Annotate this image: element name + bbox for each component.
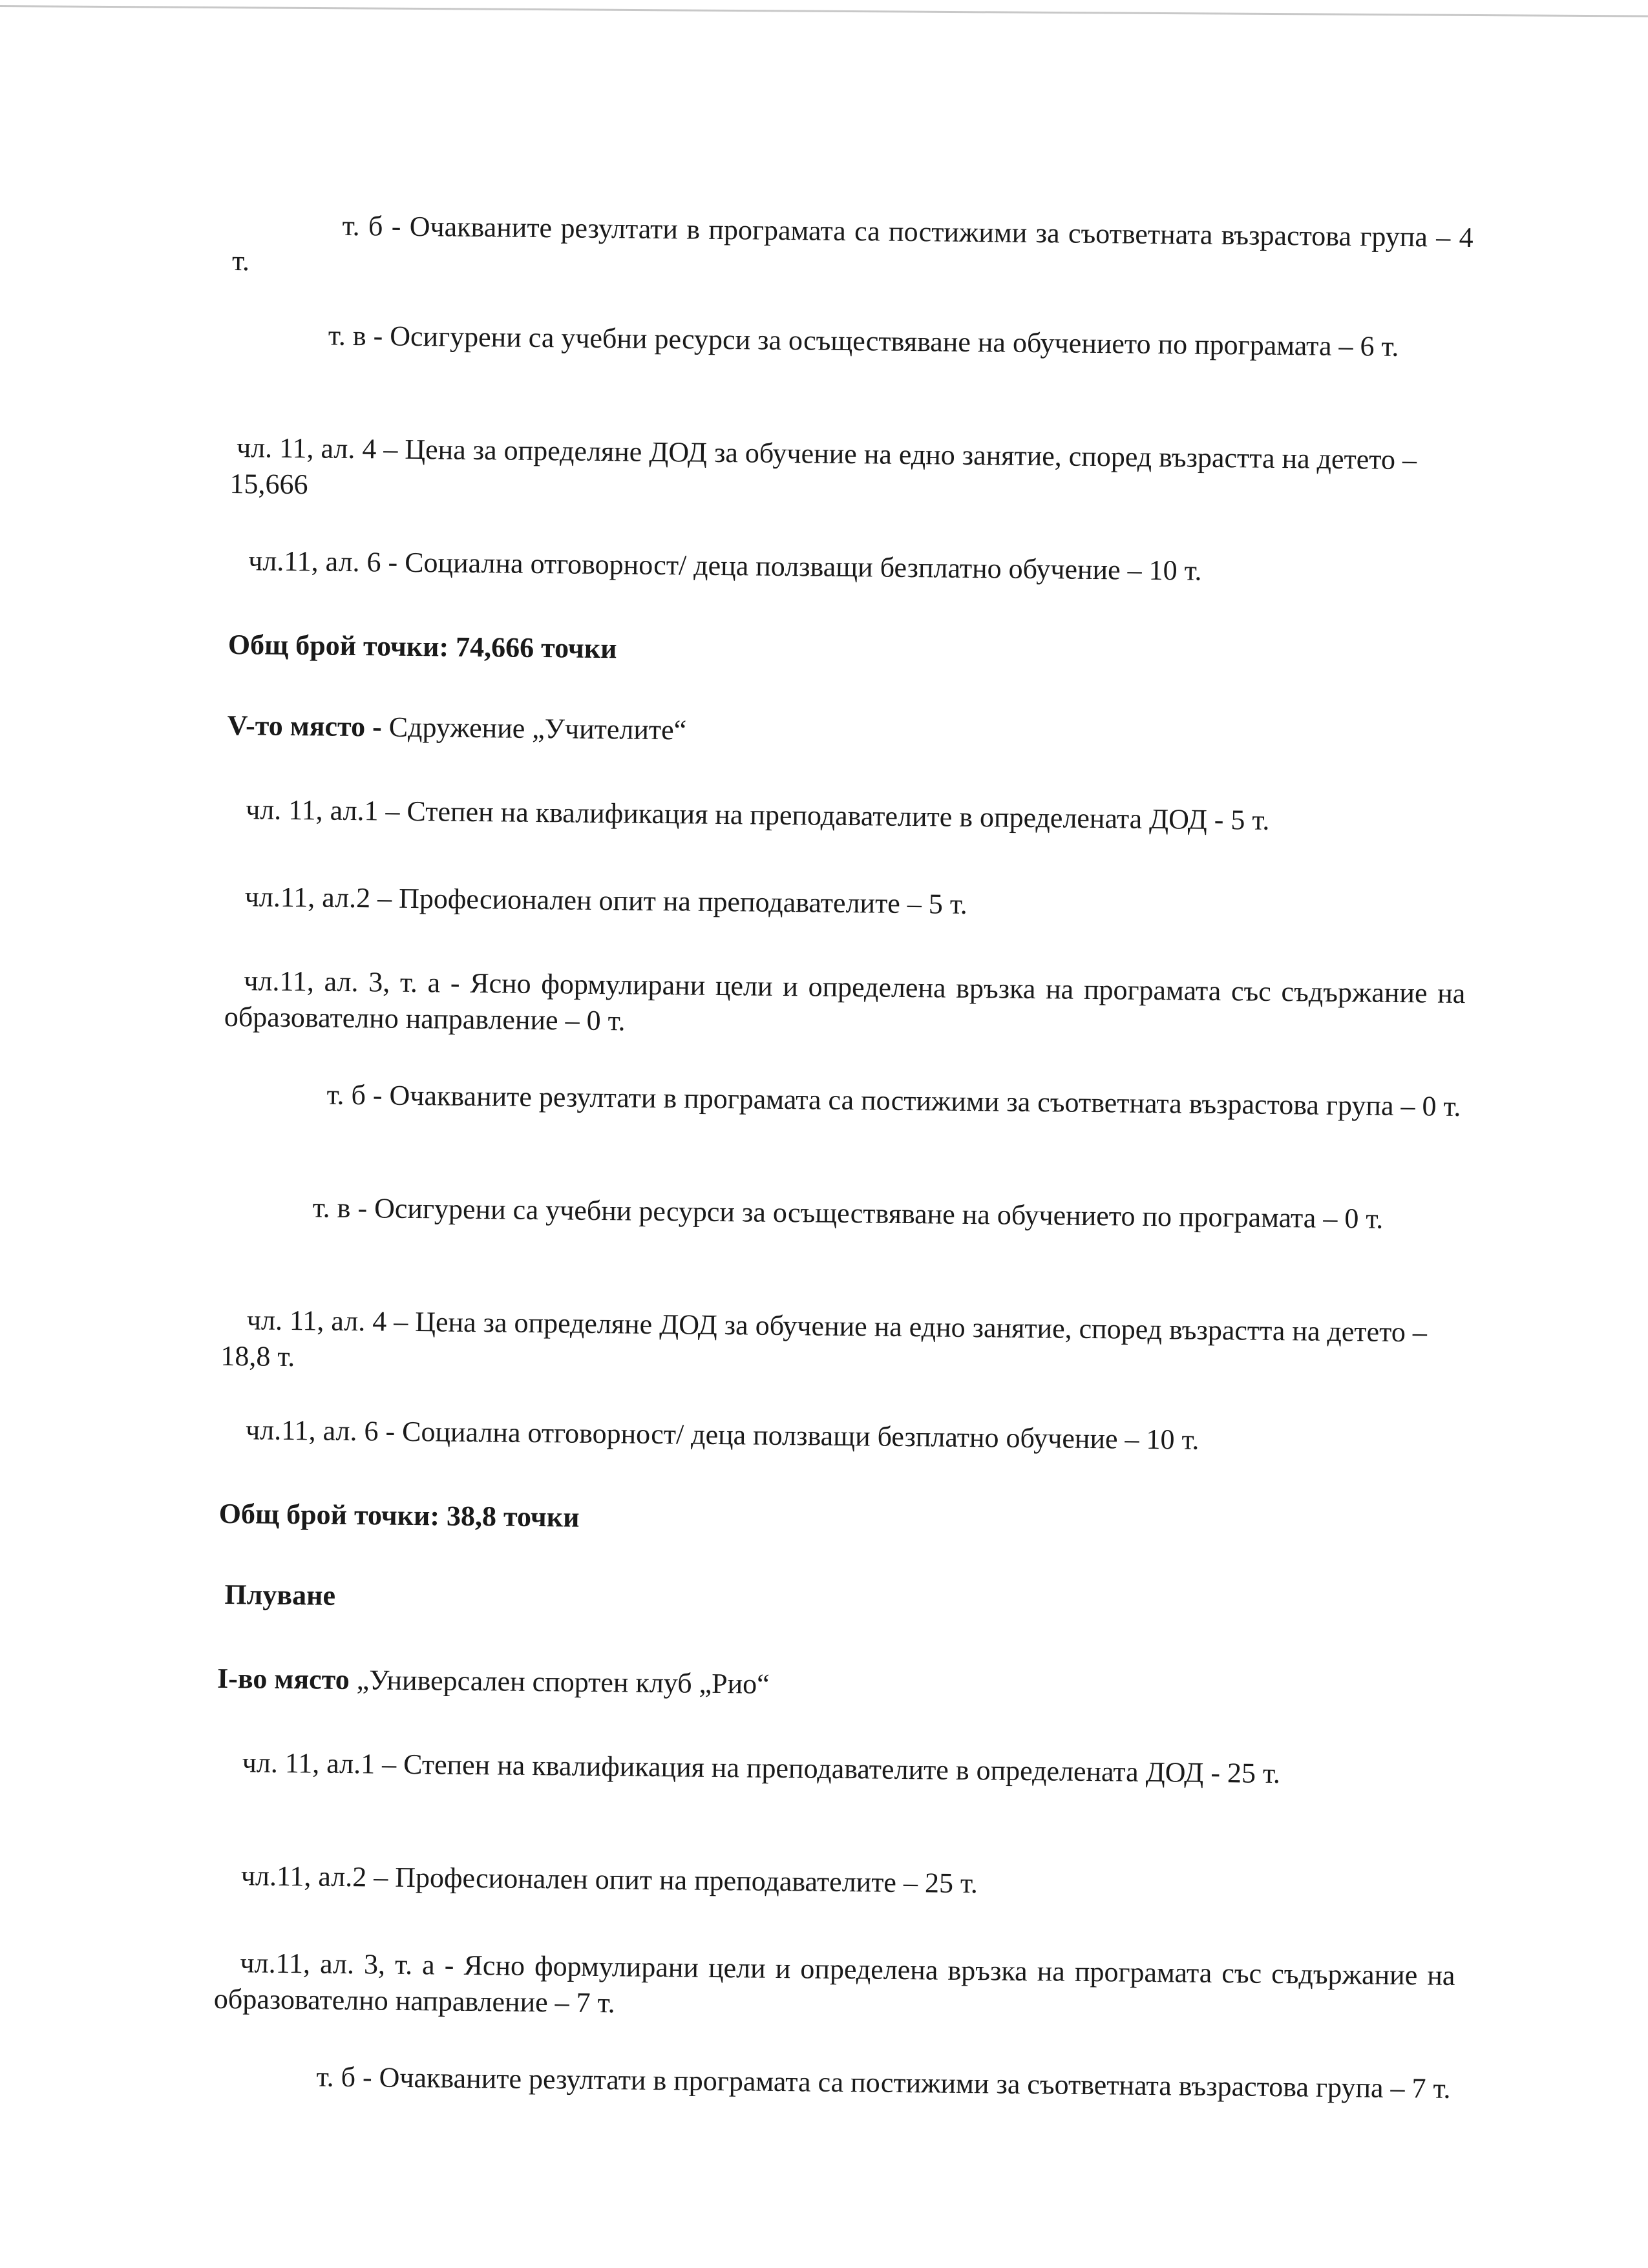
- category-heading: Плуване: [224, 1578, 336, 1612]
- criterion-v-s1: т. в - Осигурени са учебни ресурси за осъществяване на обучението по програмата – 6 т.: [328, 319, 1399, 362]
- criterion-al1-s2: чл. 11, ал.1 – Степен на квалификация на преподавателите в определената ДОД - 5 т.: [245, 793, 1270, 836]
- criterion-al2-s2: чл.11, ал.2 – Професионален опит на преподавателите – 5 т.: [244, 881, 968, 920]
- place-label-i: I-во място: [217, 1662, 350, 1696]
- total-points-s1: Общ брой точки: 74,666 точки: [227, 628, 617, 665]
- criterion-al1-s3: чл. 11, ал.1 – Степен на квалификация на преподавателите в определената ДОД - 25 т.: [242, 1747, 1281, 1790]
- criterion-b-s3: т. б - Очакваните резултати в програмата са постижими за съответната възрастова група – 7 т.: [316, 2061, 1451, 2105]
- criterion-al4-s1: чл. 11, ал. 4 – Цена за определяне ДОД за обучение на едно занятие, според възрастта на детето – 15,666: [229, 432, 1417, 501]
- criterion-b-s2: т. б - Очакваните резултати в програмата са постижими за съответната възрастова група – 0 т.: [326, 1078, 1461, 1122]
- criterion-al3a-s2: чл.11, ал. 3, т. а - Ясно формулирани цели и определена връзка на програмата със съдържание на образователно направление – 0 т.: [224, 965, 1466, 1037]
- criterion-al2-s3: чл.11, ал.2 – Професионален опит на преподавателите – 25 т.: [240, 1860, 978, 1900]
- organization-name-i: „Универсален спортен клуб „Рио“: [356, 1664, 770, 1700]
- place-heading-v: [227, 708, 1468, 757]
- criterion-al6-s2: чл.11, ал. 6 - Социална отговорност/ деца ползващи безплатно обучение – 10 т.: [245, 1414, 1199, 1456]
- criterion-al3a-s3: чл.11, ал. 3, т. а - Ясно формулирани цели и определена връзка на програмата със съдържание на образователно направление – 7 т.: [213, 1947, 1455, 2019]
- criterion-al4-s2: чл. 11, ал. 4 – Цена за определяне ДОД за обучение на едно занятие, според възрастта на детето – 18,8 т.: [220, 1304, 1428, 1373]
- document-page: [213, 207, 1474, 2105]
- criterion-al6-s1: чл.11, ал. 6 - Социална отговорност/ деца ползващи безплатно обучение – 10 т.: [248, 545, 1202, 587]
- organization-name-v: Сдружение „Учителите“: [388, 711, 687, 746]
- criterion-b-s1: т. б - Очакваните резултати в програмата са постижими за съответната възрастова група – 4 т.: [231, 209, 1474, 277]
- place-heading-i: [217, 1661, 1458, 1710]
- criterion-v-s2: т. в - Осигурени са учебни ресурси за осъществяване на обучението по програмата – 0 т.: [312, 1192, 1384, 1235]
- scan-edge: [0, 5, 1648, 37]
- place-label-v: V-то място -: [227, 709, 383, 743]
- total-points-s2: Общ брой точки: 38,8 точки: [218, 1497, 580, 1533]
